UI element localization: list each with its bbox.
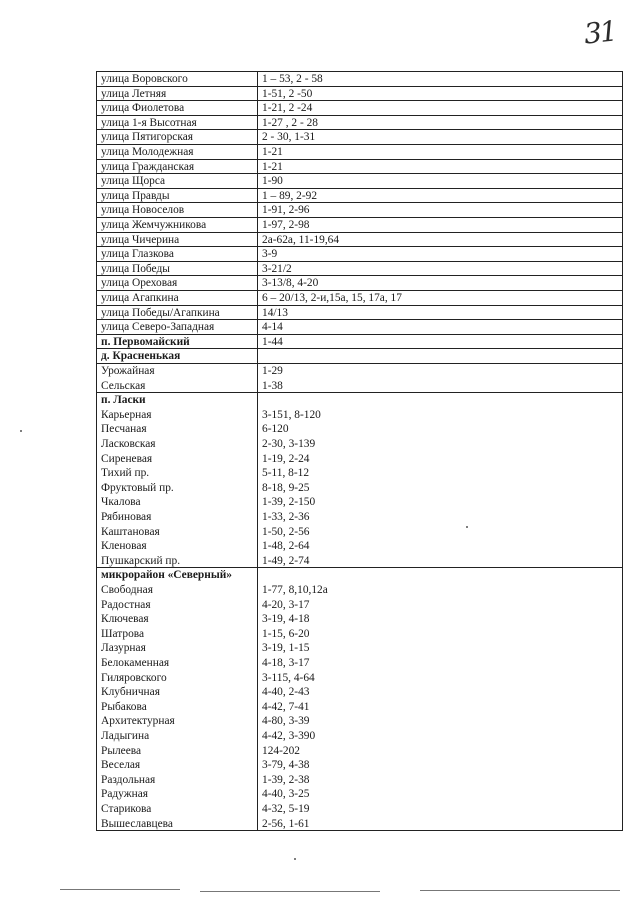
street-name: Шатрова (101, 627, 145, 640)
street-name: Ласковская (101, 438, 156, 450)
house-number-range: 3-21/2 (262, 262, 292, 275)
house-number-range: 1-27 , 2 - 28 (262, 116, 318, 129)
house-number-range: 8-18, 9-25 (262, 481, 310, 494)
house-number-range: 1 – 89, 2-92 (262, 189, 318, 202)
street-name: Старикова (101, 803, 152, 815)
table-right-border (622, 71, 623, 830)
table-left-border (96, 71, 97, 830)
house-number-range: 1-77, 8,10,12а (262, 584, 328, 596)
house-number-range: 124-202 (262, 744, 300, 757)
street-name: Вышеславцева (101, 817, 173, 830)
house-number-range: 4-20, 3-17 (262, 598, 310, 611)
street-name: Ключевая (101, 613, 149, 626)
street-name: Сиреневая (101, 452, 153, 465)
street-name: улица Агапкина (101, 292, 179, 304)
house-number-range: 4-42, 3-390 (262, 730, 316, 742)
street-name: Гиляровского (101, 671, 167, 684)
house-number-range: 1-91, 2-96 (262, 204, 310, 217)
house-number-range: 2 - 30, 1-31 (262, 131, 316, 144)
street-name: Фруктовый пр. (101, 481, 174, 494)
house-number-range: 4-40, 3-25 (262, 788, 310, 801)
scan-speck (466, 526, 468, 528)
street-name: Раздольная (101, 773, 156, 786)
street-name: улица 1-я Высотная (101, 116, 197, 129)
house-number-range: 3-19, 1-15 (262, 642, 310, 655)
street-name: улица Правды (101, 189, 170, 202)
street-name: улица Фиолетова (101, 102, 185, 115)
house-number-range: 14/13 (262, 306, 288, 319)
house-number-range: 4-18, 3-17 (262, 657, 310, 669)
house-number-range: 1-39, 2-150 (262, 496, 316, 509)
house-number-range: 4-40, 2-43 (262, 686, 310, 699)
street-name: Сельская (101, 379, 146, 392)
street-name: Веселая (101, 759, 141, 772)
street-name: Клубничная (101, 686, 160, 699)
street-name: Песчаная (101, 423, 147, 436)
house-number-range: 6 – 20/13, 2-и,15а, 15, 17а, 17 (262, 292, 402, 304)
street-name: Архитектурная (101, 715, 175, 728)
house-number-range: 3-9 (262, 248, 278, 261)
house-number-range: 4-42, 7-41 (262, 700, 310, 713)
street-name: Лазурная (101, 642, 146, 655)
house-number-range: 1-21, 2 -24 (262, 102, 313, 115)
street-name: улица Жемчужникова (101, 219, 207, 231)
house-number-range: 3-79, 4-38 (262, 759, 310, 772)
house-number-range: 1-97, 2-98 (262, 219, 310, 231)
house-number-range: 3-19, 4-18 (262, 613, 310, 626)
house-number-range: 3-13/8, 4-20 (262, 277, 319, 290)
street-name: Радостная (101, 598, 151, 611)
section-heading: п. Первомайский (101, 335, 190, 348)
street-name: Урожайная (101, 365, 155, 377)
table-column-divider (257, 71, 258, 830)
house-number-range: 1-51, 2 -50 (262, 87, 313, 100)
house-number-range: 1-19, 2-24 (262, 452, 310, 465)
street-name: улица Глазкова (101, 248, 174, 261)
house-number-range: 1-21 (262, 160, 283, 173)
street-name: улица Победы/Агапкина (101, 306, 220, 319)
street-name: улица Летняя (101, 87, 167, 100)
scan-artifact (200, 891, 380, 892)
house-number-range: 1-50, 2-56 (262, 525, 310, 538)
house-number-range: 1-49, 2-74 (262, 554, 310, 567)
street-name: улица Ореховая (101, 277, 178, 290)
house-number-range: 1-38 (262, 379, 283, 392)
street-name: Каштановая (101, 525, 160, 538)
house-number-range: 1-29 (262, 365, 283, 377)
street-name: Радужная (101, 788, 148, 801)
street-name: Свободная (101, 584, 153, 596)
street-name: Ладыгина (101, 730, 150, 742)
street-name: Чкалова (101, 496, 141, 509)
house-number-range: 1-39, 2-38 (262, 773, 310, 786)
section-heading: д. Красненькая (101, 350, 181, 363)
house-number-range: 2-56, 1-61 (262, 817, 310, 830)
street-name: улица Гражданская (101, 160, 195, 173)
house-number-range: 4-32, 5-19 (262, 803, 310, 815)
section-heading: микрорайон «Северный» (101, 569, 232, 582)
scan-speck (20, 430, 22, 432)
street-name: Кленовая (101, 540, 147, 553)
scan-artifact (420, 890, 620, 891)
page-number: 31 (582, 14, 618, 51)
house-number-range: 1-15, 6-20 (262, 627, 310, 640)
house-number-range: 4-80, 3-39 (262, 715, 310, 728)
street-name: улица Молодежная (101, 146, 194, 158)
house-number-range: 3-151, 8-120 (262, 408, 321, 421)
section-heading: п. Ласки (101, 394, 146, 407)
house-number-range: 1-21 (262, 146, 283, 158)
street-name: Рыбакова (101, 700, 147, 713)
street-name: Рябиновая (101, 511, 152, 523)
house-number-range: 3-115, 4-64 (262, 671, 315, 684)
street-name: Карьерная (101, 408, 152, 421)
house-number-range: 1-44 (262, 335, 283, 348)
house-number-range: 4-14 (262, 321, 283, 334)
street-name: Пушкарский пр. (101, 554, 181, 567)
street-name: улица Щорса (101, 175, 166, 188)
house-number-range: 6-120 (262, 423, 289, 436)
house-number-range: 1 – 53, 2 - 58 (262, 73, 323, 85)
street-name: улица Чичерина (101, 233, 180, 246)
house-number-range: 2а-62а, 11-19,64 (262, 233, 340, 246)
street-name: улица Новоселов (101, 204, 185, 217)
house-number-range: 1-33, 2-36 (262, 511, 310, 523)
street-name: улица Воровского (101, 73, 188, 85)
scan-speck (294, 858, 296, 860)
house-number-range: 1-48, 2-64 (262, 540, 310, 553)
street-name: улица Северо-Западная (101, 321, 215, 334)
street-name: Рылеева (101, 744, 142, 757)
scan-artifact (60, 889, 180, 890)
street-name: Белокаменная (101, 657, 170, 669)
house-number-range: 2-30, 3-139 (262, 438, 316, 450)
street-name: улица Победы (101, 262, 170, 275)
house-number-range: 1-90 (262, 175, 283, 188)
street-name: Тихий пр. (101, 467, 150, 480)
house-number-range: 5-11, 8-12 (262, 467, 310, 480)
street-name: улица Пятигорская (101, 131, 194, 144)
